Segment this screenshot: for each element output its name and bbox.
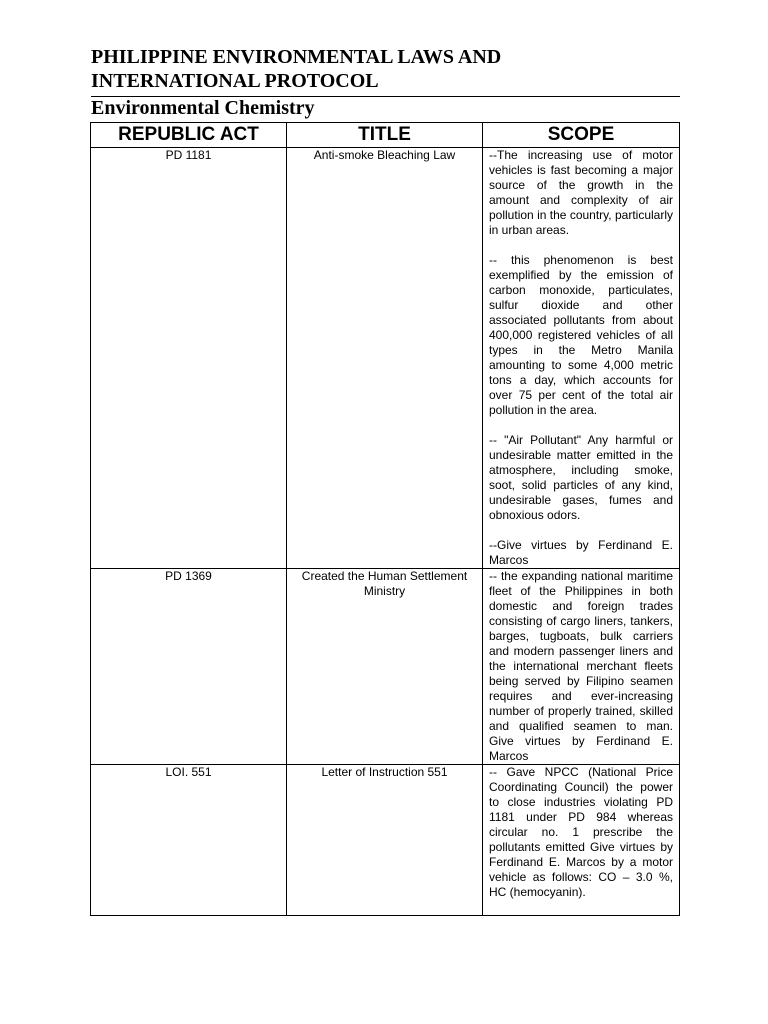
scope-paragraph: -- the expanding national maritime fleet of the Philippines in both domestic and foreign trades consisting of cargo liners, tankers, barges, tugboats, bulk carriers and modern passenger liners and the international merchant fleets being served by Filipino seamen requires and ever-increasing number of properly trained, skilled and qualified seamen to man. Give virtues by Ferdinand E. Marcos xyxy=(489,569,673,763)
title-line-2: INTERNATIONAL PROTOCOL xyxy=(91,70,379,92)
scope-paragraph: -- this phenomenon is best exemplified by the emission of carbon monoxide, particulates, sulfur dioxide and other associated pollutants from about 400,000 registered vehicles of all types in the Metro Manila amounting to some 4,000 metric tons a day, which accounts for over 75 per cent of the total air pollution in the area. xyxy=(489,253,673,417)
scope-paragraph: --Give virtues by Ferdinand E. Marcos xyxy=(489,538,673,567)
scope-cell xyxy=(483,765,680,916)
table-row xyxy=(91,765,680,916)
scope-paragraph: --The increasing use of motor vehicles is fast becoming a major source of the growth in the amount and complexity of air pollution in the country, particularly in urban areas. xyxy=(489,148,673,237)
table-row xyxy=(91,148,680,569)
act-cell: PD 1181 xyxy=(91,148,287,569)
scope-paragraph: -- "Air Pollutant" Any harmful or undesirable matter emitted in the atmosphere, including smoke, soot, solid particles of any kind, undesirable gases, fumes and obnoxious odors. xyxy=(489,433,673,522)
scope-cell xyxy=(483,148,680,569)
title-cell: Created the Human Settlement Ministry xyxy=(287,569,483,765)
header-republic-act: REPUBLIC ACT xyxy=(91,123,287,148)
scope-cell xyxy=(483,569,680,765)
act-cell: PD 1369 xyxy=(91,569,287,765)
scope-paragraph: -- Gave NPCC (National Price Coordinating Council) the power to close industries violating PD 1181 under PD 984 whereas circular no. 1 prescribe the pollutants emitted Give virtues by Ferdinand E. Marcos by a motor vehicle as follows: CO – 3.0 %, HC (hemocyanin). xyxy=(489,765,673,899)
document-title xyxy=(91,45,691,93)
act-cell: LOI. 551 xyxy=(91,765,287,916)
title-cell: Letter of Instruction 551 xyxy=(287,765,483,916)
title-line-1: PHILIPPINE ENVIRONMENTAL LAWS AND xyxy=(91,46,502,68)
laws-table xyxy=(90,122,680,916)
title-cell: Anti-smoke Bleaching Law xyxy=(287,148,483,569)
table-row xyxy=(91,569,680,765)
document-subtitle: Environmental Chemistry xyxy=(91,97,315,119)
table-header-row xyxy=(91,123,680,148)
header-scope: SCOPE xyxy=(483,123,680,148)
header-title: TITLE xyxy=(287,123,483,148)
